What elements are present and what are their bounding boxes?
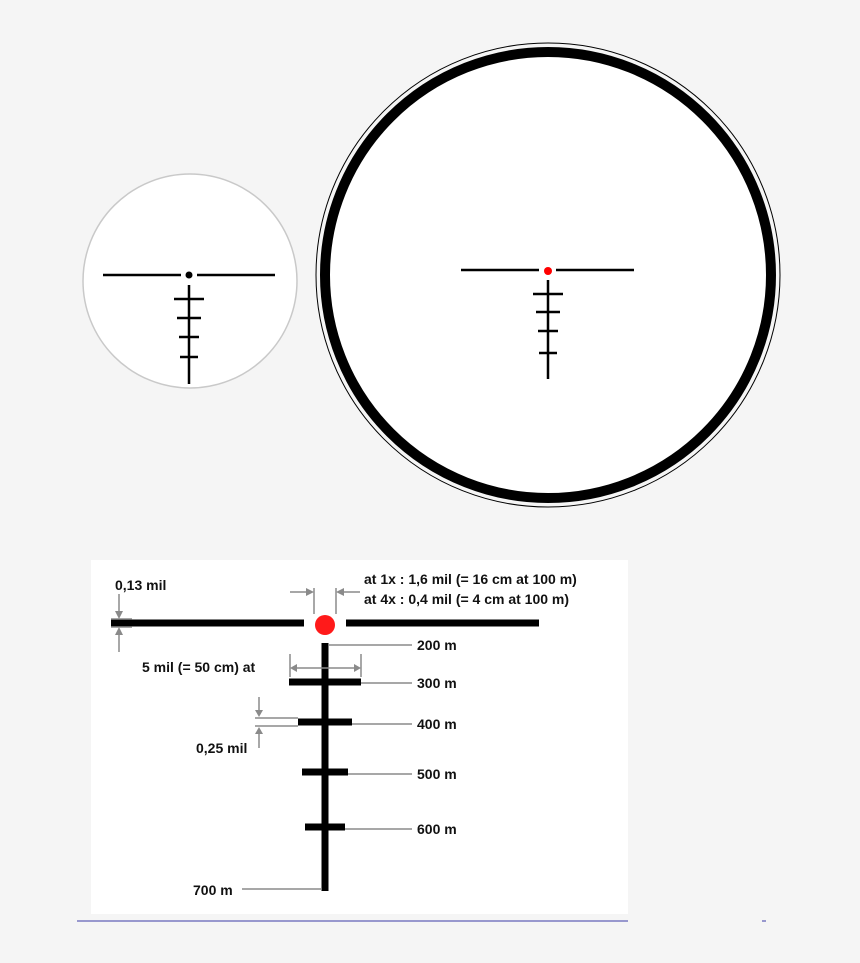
center-dot-small [186,272,193,279]
scope-view-1x [83,174,297,388]
range-label-200: 200 m [417,637,457,653]
label-dot-at-1x: at 1x : 1,6 mil (= 16 cm at 100 m) [364,571,577,587]
center-dot-red [315,615,335,635]
range-label-600: 600 m [417,821,457,837]
label-thickness-horizontal: 0,13 mil [115,577,167,593]
range-label-400: 400 m [417,716,457,732]
range-label-300: 300 m [417,675,457,691]
reticle-dimensions-panel [91,560,628,914]
label-dot-at-4x: at 4x : 0,4 mil (= 4 cm at 100 m) [364,591,570,607]
label-bar-width: 5 mil (= 50 cm) at [142,659,256,675]
range-label-500: 500 m [417,766,457,782]
label-bar-thickness: 0,25 mil [196,740,248,756]
scope-view-4x [316,43,780,507]
center-dot-red-large [544,267,552,275]
range-label-700: 700 m [193,882,233,898]
dimensions-panel-bg [91,560,628,914]
